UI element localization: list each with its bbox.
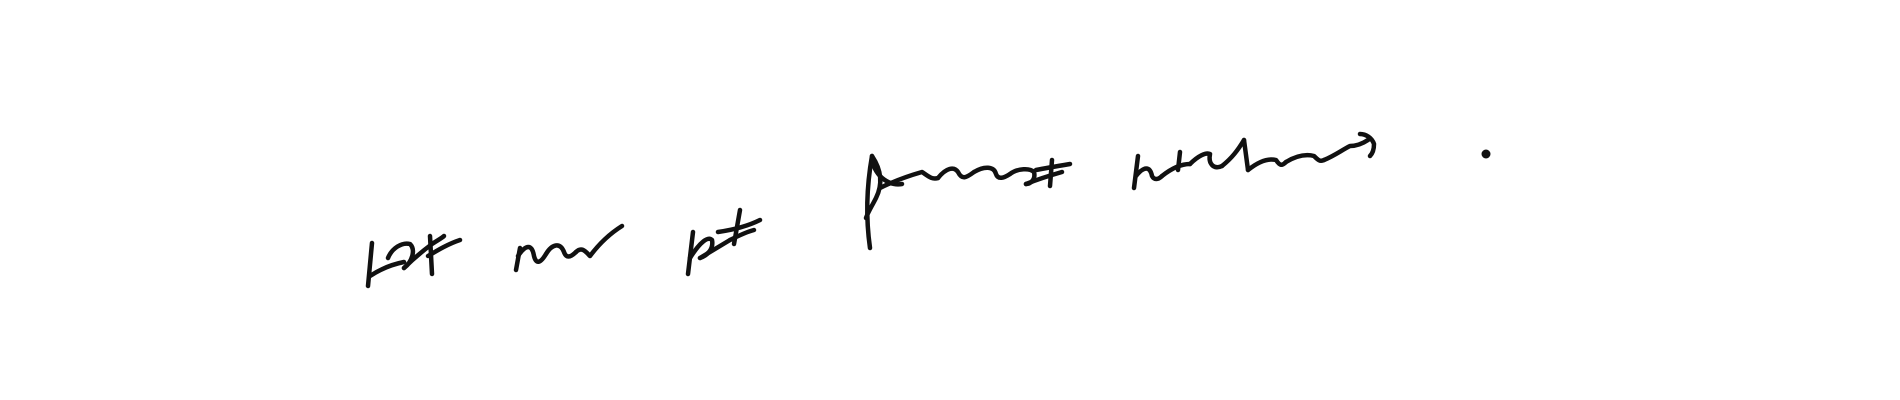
scribble-word-2 xyxy=(516,226,622,270)
scribble-word-5 xyxy=(1134,134,1374,188)
scribble-word-3 xyxy=(688,210,760,274)
period-dot xyxy=(1482,150,1491,159)
scribble-word-4 xyxy=(866,156,1070,248)
scribble-word-1 xyxy=(368,236,460,286)
